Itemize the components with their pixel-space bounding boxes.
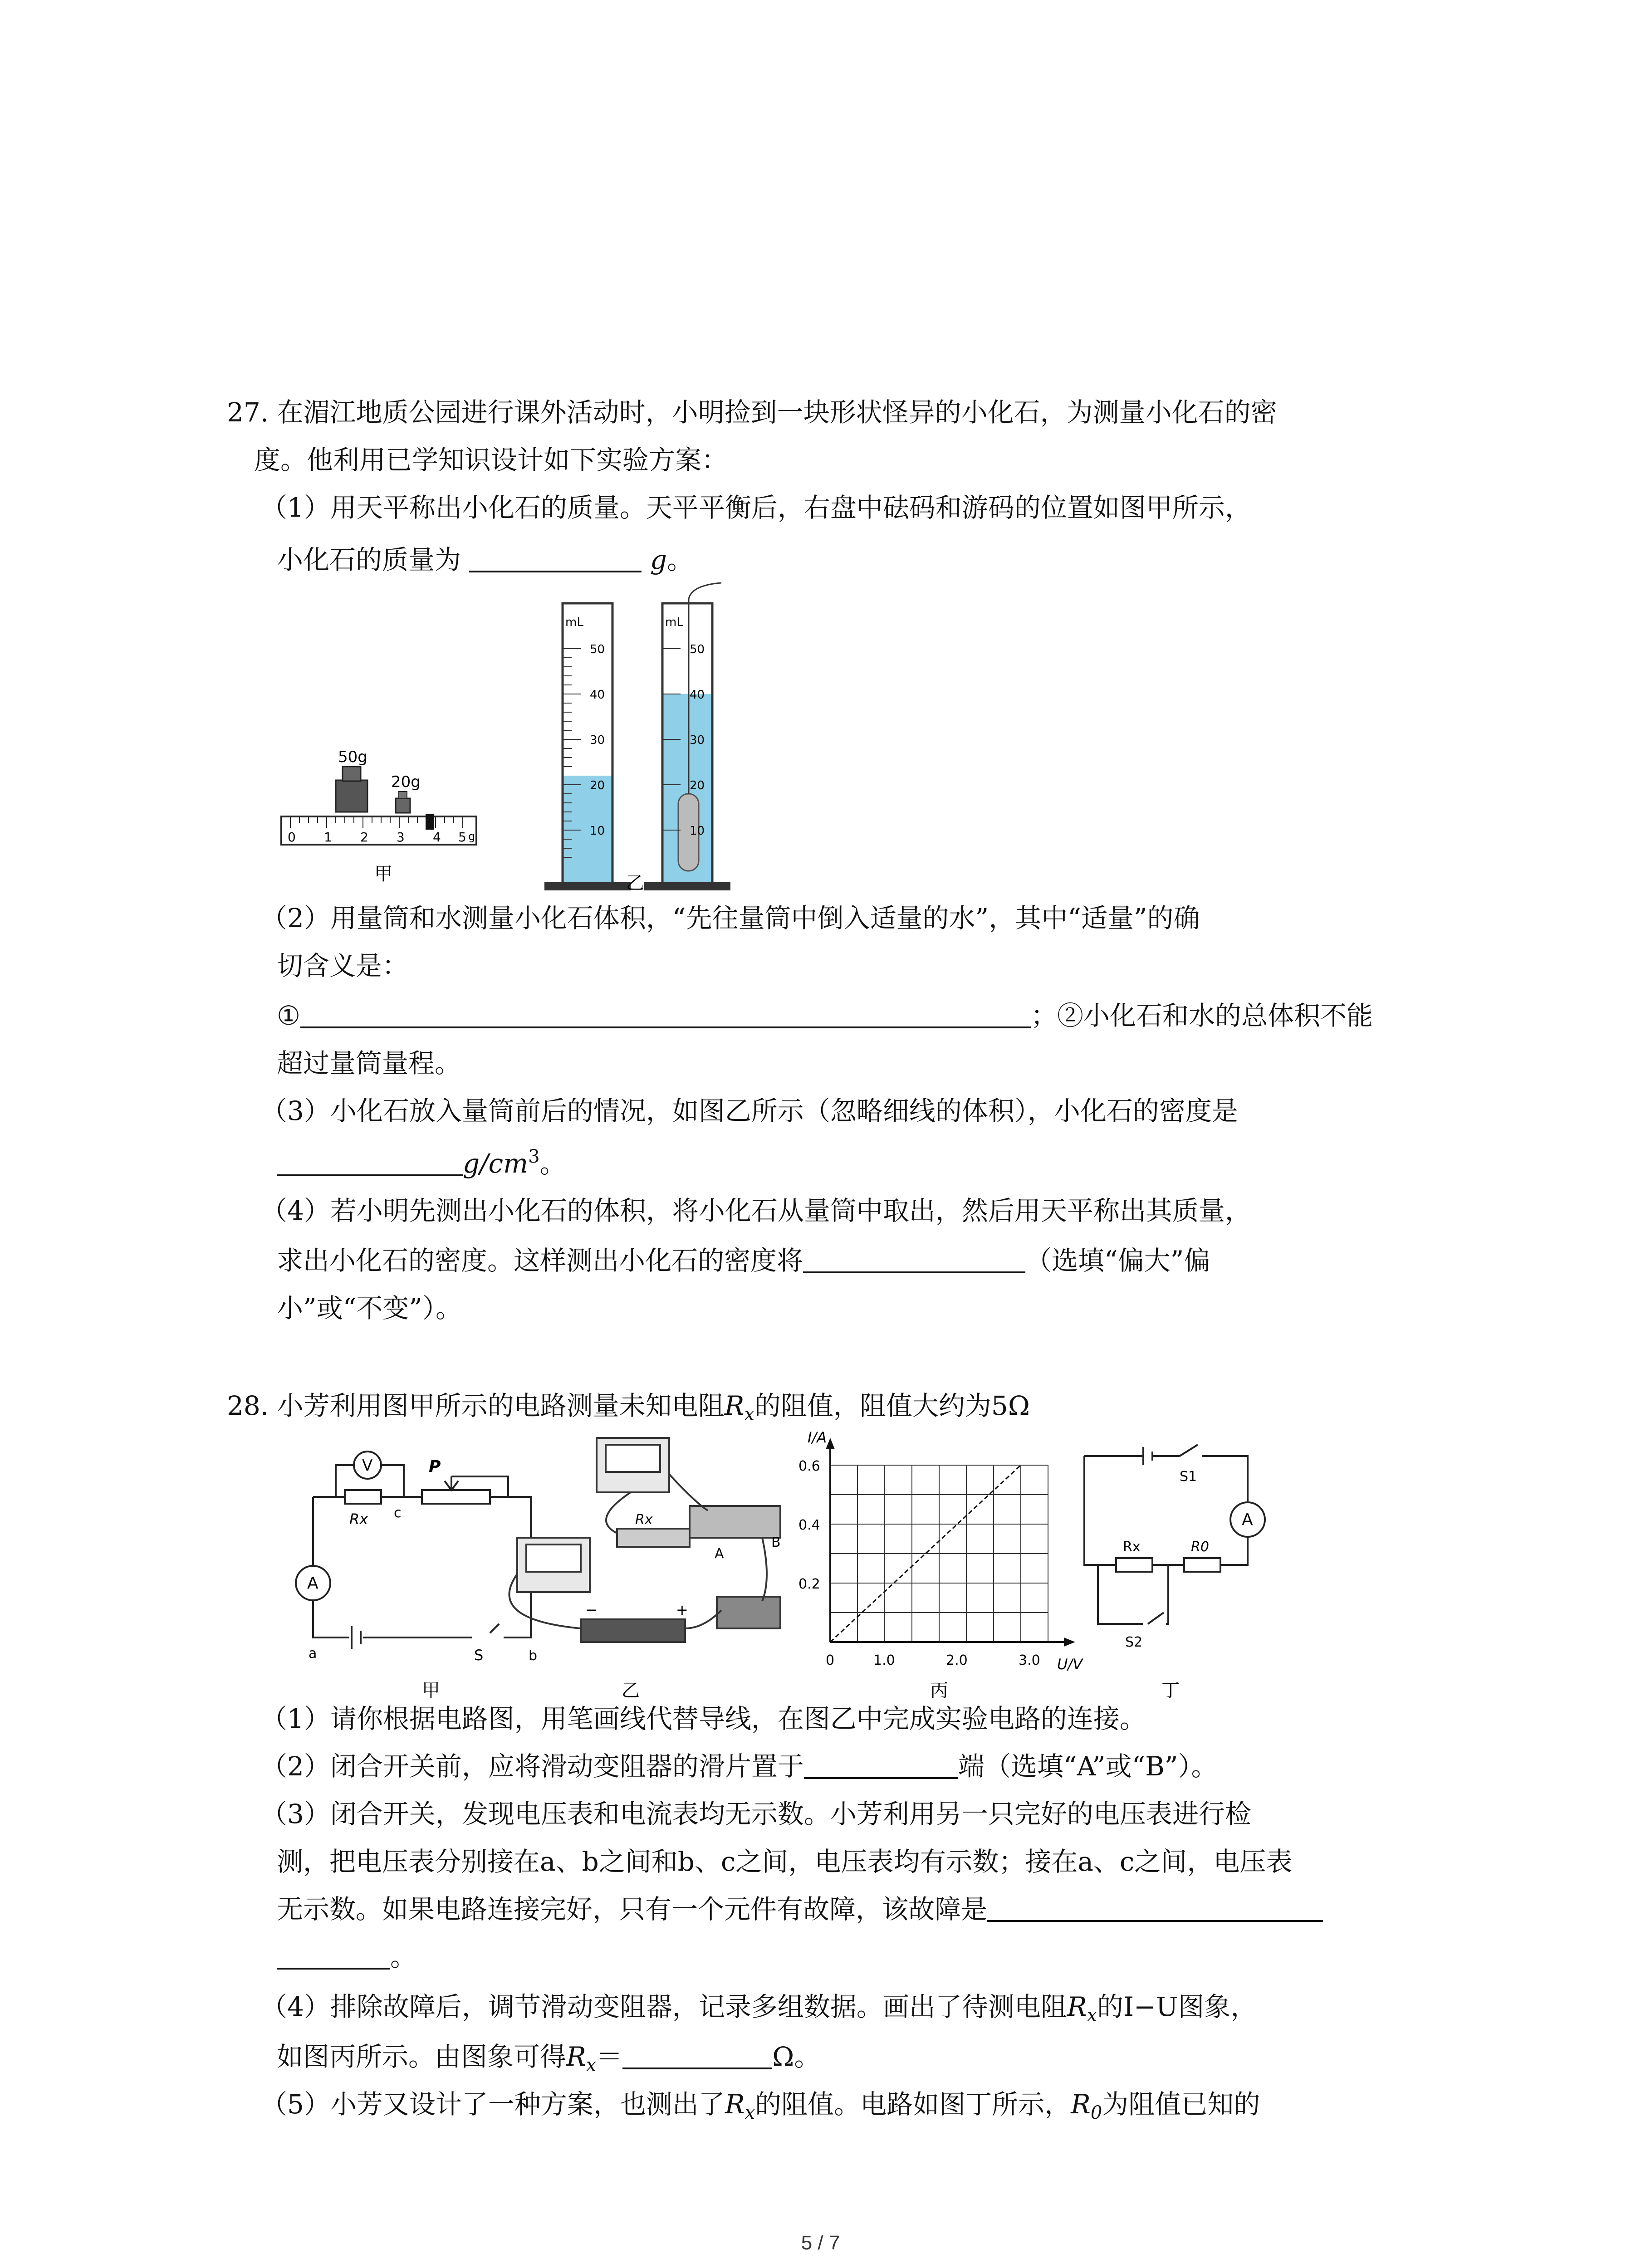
graph-ytick-02: 0.2 [798,1576,820,1592]
q27-part1-line1: （1）用天平称出小化石的质量。天平平衡后，右盘中砝码和游码的位置如图甲所示， [261,492,1251,523]
page-number: 5 / 7 [801,2232,840,2254]
q28-part5-line1 [261,2091,1260,2122]
fault-answer-blank[interactable] [987,1897,1323,1922]
q27-part4-line3: 小”或“不变”）。 [277,1293,462,1324]
graph-ytick-04: 0.4 [798,1517,820,1533]
q28-part5-mid: 的阻值。电路如图丁所示， [755,2089,1071,2120]
cyl1-tick-50: 50 [590,643,605,656]
ding-S1: S1 [1180,1469,1197,1485]
graph-ytick-06: 0.6 [798,1458,820,1474]
jia-P: P [429,1457,441,1476]
ohm-unit: Ω。 [772,2041,821,2072]
rx-symbol-2: R [1067,1991,1087,2022]
cyl1-tick-20: 20 [590,779,605,792]
yi-minus: − [585,1601,598,1618]
q27-part4-option: （选填“偏大”偏 [1025,1245,1210,1276]
rx-symbol: R [724,1390,745,1421]
q28-part4-prompt: 如图丙所示。由图象可得 [277,2041,567,2072]
ruler-tick-1: 1 [324,830,332,845]
equals: ＝ [596,2041,623,2072]
q28-part2-option: 端（选填“A”或“B”）。 [958,1751,1218,1782]
q27-part4-line1: （4）若小明先测出小化石的体积，将小化石从量筒中取出，然后用天平称出其质量， [261,1195,1251,1226]
cyl1-tick-40: 40 [590,688,605,702]
q27-part2-line2: 切含义是： [277,950,409,981]
r0-symbol: R [1071,2089,1091,2120]
rx-symbol-4: R [725,2089,745,2120]
q28-part2-prompt: （2）闭合开关前，应将滑动变阻器的滑片置于 [261,1751,804,1782]
q28-part4-line2 [277,2043,820,2074]
ding-Rx: Rx [1123,1539,1141,1555]
end-mark-2: 。 [539,1148,566,1179]
iu-graph [826,1438,1075,1647]
graph-ylabel: I/A [808,1429,827,1446]
ruler-tick-2: 2 [360,830,368,845]
q28-line1 [227,1390,1030,1425]
apparatus-yi [509,1438,781,1642]
circle-one: ① [277,1000,300,1031]
yi-A: A [715,1546,724,1562]
mass-answer-blank[interactable] [469,547,642,572]
q28-intro: 28. 小芳利用图甲所示的电路测量未知电阻 [227,1390,725,1421]
graduated-cylinder-before [544,603,631,890]
jia-Rx: Rx [349,1510,368,1528]
end-mark: 。 [667,544,694,575]
weight-50g [336,767,367,812]
caption-yi-27: 乙 [626,873,644,894]
ruler-tick-3: 3 [397,830,405,845]
q28-part5-text: （5）小芳又设计了一种方案，也测出了 [261,2089,725,2120]
ruler-unit: g [468,830,475,843]
q28-part3-line4 [277,1941,417,1972]
jia-V: V [362,1457,373,1475]
bias-answer-blank[interactable] [803,1248,1025,1273]
ruler-tick-4: 4 [433,830,441,845]
rx-symbol-3: R [566,2041,586,2072]
jia-A: A [307,1574,318,1593]
ruler-tick-5: 5 [458,830,466,845]
rx-sub-3: x [586,2055,597,2076]
fault-answer-blank-cont[interactable] [277,1944,390,1970]
q28-part5-tail: 为阻值已知的 [1102,2089,1260,2120]
q27-part2-tail: ；②小化石和水的总体积不能 [1031,1000,1373,1031]
cyl2-tick-30: 30 [690,733,705,747]
q28-intro-tail: 的阻值，阻值大约为5Ω [754,1390,1030,1421]
jia-S: S [474,1647,484,1664]
q27-part1-line2 [277,544,694,575]
slider-end-blank[interactable] [804,1754,958,1779]
unit-g: g [650,544,667,575]
jia-b: b [529,1648,538,1664]
cyl1-tick-10: 10 [590,824,605,838]
jia-c: c [394,1505,402,1521]
circuit-jia [296,1452,531,1649]
caption-jia-28: 甲 [422,1680,440,1701]
caption-ding: 丁 [1161,1680,1180,1701]
figure-balance-and-cylinders [272,581,771,907]
cyl2-ml: mL [665,616,683,629]
caption-bing: 丙 [930,1680,948,1701]
yi-B: B [771,1535,781,1550]
q27-part4-line2 [277,1247,1210,1274]
q28-part2 [261,1751,1218,1782]
caption-jia-27: 甲 [374,864,392,885]
weight-20g [396,792,410,813]
ruler-tick-0: 0 [288,830,296,845]
resistance-answer-blank[interactable] [622,2044,772,2069]
q27-part2-line1: （2）用量筒和水测量小化石体积，“先往量筒中倒入适量的水”，其中“适量”的确 [261,903,1200,934]
figure-circuits-and-graph [272,1429,1270,1719]
q27-line2: 度。他利用已学知识设计如下实验方案： [254,445,728,475]
cyl2-tick-10: 10 [690,824,705,838]
cyl2-tick-20: 20 [690,779,705,792]
graph-xlabel: U/V [1057,1656,1083,1673]
ding-R0: R0 [1191,1539,1209,1555]
yi-Rx: Rx [635,1512,653,1528]
ding-A: A [1242,1510,1253,1529]
cyl1-tick-30: 30 [590,733,605,747]
q28-part3-prompt: 无示数。如果电路连接完好，只有一个元件有故障，该故障是 [277,1894,988,1925]
graph-xtick-2: 2.0 [946,1652,968,1668]
rx-sub: x [744,1404,754,1425]
circuit-ding [1084,1445,1265,1624]
q28-part4-line1 [261,1991,1257,2026]
q28-part4-text-tail: 的I−U图象， [1097,1991,1257,2022]
graduated-cylinder-after [644,583,730,890]
rx-sub-2: x [1087,2005,1097,2026]
q28-part3-line1: （3）闭合开关，发现电压表和电流表均无示数。小芳利用另一只完好的电压表进行检 [261,1799,1251,1829]
q27-part3-line2 [277,1148,566,1177]
q27-mass-prompt: 小化石的质量为 [277,544,461,575]
graph-xtick-1: 1.0 [873,1652,895,1668]
q27-part4-prompt: 求出小化石的密度。这样测出小化石的密度将 [277,1245,803,1276]
q27-part2-line3 [277,1002,1373,1029]
graph-xtick-3: 3.0 [1019,1652,1040,1668]
proper-amount-blank[interactable] [300,1003,1031,1028]
q28-part3-end: 。 [390,1941,417,1972]
q27-line1: 27. 在湄江地质公园进行课外活动时，小明捡到一块形状怪异的小化石，为测量小化石的密 [227,397,1277,428]
unit-density-exp: 3 [528,1146,540,1167]
q28-part3-line2: 测，把电压表分别接在a、b之间和b、c之间，电压表均有示数；接在a、c之间，电压表 [277,1846,1293,1877]
caption-yi-28: 乙 [622,1680,640,1701]
ding-S2: S2 [1125,1634,1143,1650]
r0-sub: 0 [1090,2102,1102,2123]
cyl1-ml: mL [565,616,583,629]
jia-a: a [309,1646,317,1662]
weight-20g-label: 20g [391,773,421,791]
graph-xtick-0: 0 [826,1652,835,1668]
cyl2-tick-50: 50 [690,643,705,656]
weight-50g-label: 50g [338,748,367,766]
q27-part2-line4: 超过量筒量程。 [277,1048,461,1079]
density-answer-blank[interactable] [277,1151,463,1176]
yi-plus: + [676,1601,688,1618]
unit-density: g/cm [463,1148,529,1179]
q28-part3-line3 [277,1894,1323,1925]
rx-sub-4: x [745,2102,755,2123]
q28-part1: （1）请你根据电路图，用笔画线代替导线，在图乙中完成实验电路的连接。 [261,1703,1146,1734]
q28-part4-text: （4）排除故障后，调节滑动变阻器，记录多组数据。画出了待测电阻 [261,1991,1067,2022]
balance-ruler [281,814,476,845]
cyl2-tick-40: 40 [690,688,705,702]
q27-part3-line1: （3）小化石放入量筒前后的情况，如图乙所示（忽略细线的体积），小化石的密度是 [261,1095,1238,1126]
